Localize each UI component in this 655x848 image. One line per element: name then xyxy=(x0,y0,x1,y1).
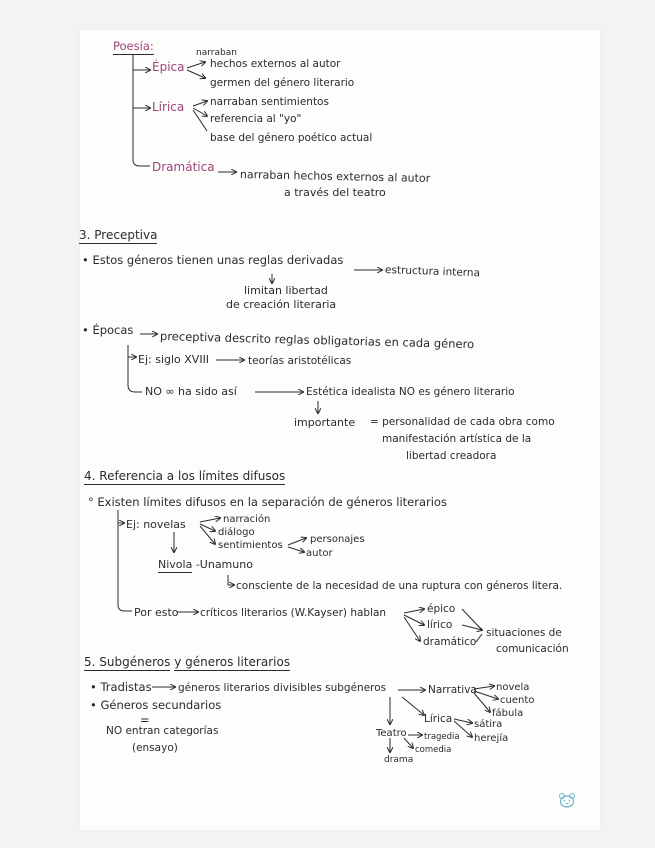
s3-ej-result: teorías aristotélicas xyxy=(248,355,352,367)
bear-sticker-icon xyxy=(558,792,576,808)
s3-epocas: Épocas xyxy=(92,323,134,337)
lirica-label: Lírica xyxy=(152,100,185,114)
section-4-heading: 4. Referencia a los límites difusos xyxy=(84,469,286,483)
s4-branch-3: sentimientos xyxy=(218,540,283,551)
s5-no-entran: NO entran categorías xyxy=(106,725,219,737)
s5-narrativa-item-2: cuento xyxy=(500,695,535,706)
dramatica-text-1: narraban hechos externos al autor xyxy=(239,168,431,185)
s4-mode-2: lírico xyxy=(427,619,453,631)
s3-estetica: Estética idealista NO es género literario xyxy=(306,386,515,398)
s4-line-1: Existen límites difusos en la separación de géneros literarios xyxy=(97,495,447,509)
s3-line-1: Estos géneros tienen unas reglas derivadas xyxy=(92,253,344,267)
s4-bullet-1: ° Existen límites difusos en la separación de géneros literarios xyxy=(88,495,447,509)
s4-ej: Ej: novelas xyxy=(126,518,186,531)
s4-sub-2: autor xyxy=(306,548,333,559)
s5-drama: drama xyxy=(384,755,414,765)
s4-nivola: Nivola xyxy=(158,558,193,571)
dramatica-label: Dramática xyxy=(152,160,215,174)
epica-label: Épica xyxy=(152,60,185,74)
lirica-item-2: referencia al "yo" xyxy=(210,113,302,125)
s3-epocas-text: preceptiva descrito reglas obligatorias en cada género xyxy=(159,329,475,352)
lirica-item-1: narraban sentimientos xyxy=(210,96,329,108)
s3-limit-1: limitan libertad xyxy=(244,284,328,297)
s4-situ-2: comunicación xyxy=(496,643,569,655)
s3-line-1-result: estructura interna xyxy=(384,264,481,280)
s5-ensayo: (ensayo) xyxy=(132,742,178,754)
epica-above-text: narraban xyxy=(196,48,237,58)
s5-bullet-1: • Tradistas xyxy=(90,680,152,694)
lirica-item-3: base del género poético actual xyxy=(210,132,373,144)
s3-eq-3: libertad creadora xyxy=(406,450,497,462)
s5-bullet-2: • Géneros secundarios xyxy=(90,698,222,712)
s4-consciente: consciente de la necesidad de una ruptura con géneros litera. xyxy=(236,580,563,592)
s3-importante: importante xyxy=(294,416,356,429)
epica-item-1: hechos externos al autor xyxy=(210,58,341,70)
s4-nivola-line xyxy=(158,558,253,571)
s4-branch-1: narración xyxy=(223,514,271,525)
dramatica-text-2: a través del teatro xyxy=(284,186,386,199)
s5-lirica-item-2: herejía xyxy=(474,733,509,744)
s5-teatro-item-2: comedia xyxy=(415,745,452,755)
epica-item-2: germen del género literario xyxy=(210,77,355,89)
s3-bullet-2: • Épocas xyxy=(82,323,134,337)
s3-eq-2: manifestación artística de la xyxy=(382,433,532,445)
s3-eq-1: = personalidad de cada obra como xyxy=(370,416,555,428)
s4-sub-1: personajes xyxy=(310,534,365,545)
s5-narrativa-item-3: fábula xyxy=(492,708,524,719)
s5-tradistas-text: géneros literarios divisibles subgéneros xyxy=(178,682,387,694)
s5-narrativa-item-1: novela xyxy=(496,682,530,693)
section-5-heading: 5. Subgéneros y géneros literarios xyxy=(84,655,291,669)
poesia-heading: Poesía: xyxy=(113,39,154,53)
s5-lirica: Lírica xyxy=(424,713,453,725)
s4-mode-1: épico xyxy=(427,603,456,615)
s3-no: NO ∞ ha sido así xyxy=(145,385,237,398)
s5-secundarios: Géneros secundarios xyxy=(100,698,222,712)
s5-narrativa: Narrativa xyxy=(428,684,477,696)
s5-lirica-item-1: sátira xyxy=(474,719,503,730)
s4-situ-1: situaciones de xyxy=(486,627,562,639)
s5-eq: = xyxy=(140,713,150,727)
s4-mode-3: dramático xyxy=(423,636,477,648)
s3-ej: Ej: siglo XVIII xyxy=(138,353,210,366)
s4-unamuno: -Unamuno xyxy=(195,558,253,571)
s5-teatro: Teatro xyxy=(376,728,407,739)
s5-teatro-item-1: tragedia xyxy=(424,732,460,742)
s5-tradistas: Tradistas xyxy=(100,680,152,694)
s4-criticos: críticos literarios (W.Kayser) hablan xyxy=(200,607,387,619)
s3-limit-2: de creación literaria xyxy=(226,298,337,311)
s3-bullet-1: • Estos géneros tienen unas reglas derivadas xyxy=(82,253,344,267)
s4-por-esto: Por esto xyxy=(134,606,179,619)
s4-branch-2: diálogo xyxy=(218,527,255,538)
section-3-heading: 3. Preceptiva xyxy=(79,228,158,242)
